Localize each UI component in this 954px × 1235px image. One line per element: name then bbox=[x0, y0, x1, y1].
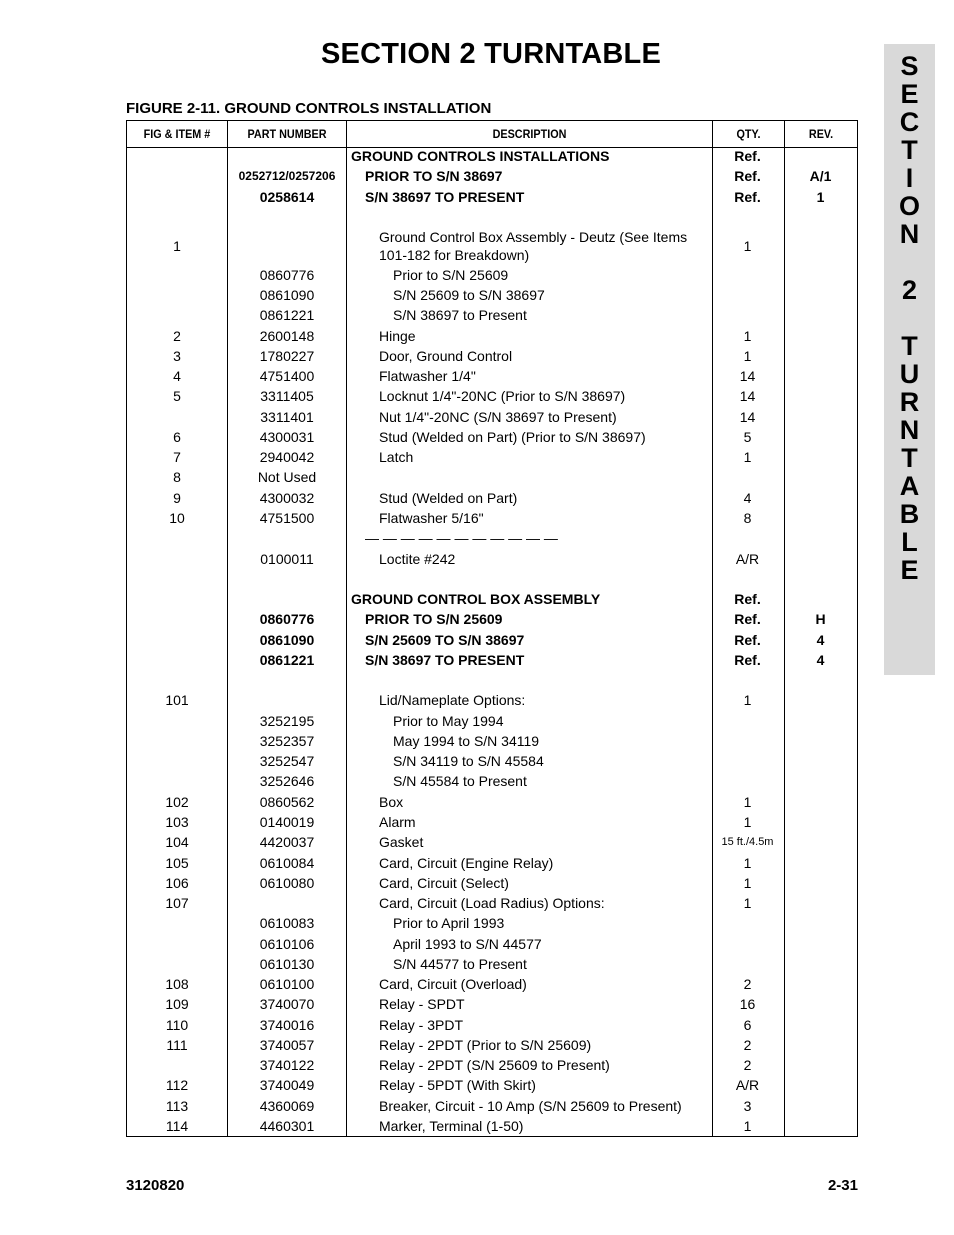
qty-cell: Ref. bbox=[734, 148, 761, 164]
qty-cell: 1 bbox=[743, 692, 752, 708]
description-cell bbox=[351, 752, 753, 770]
header-part-number: PART NUMBER bbox=[247, 127, 327, 141]
description-line: Card, Circuit (Select) bbox=[379, 875, 509, 891]
description-line: Marker, Terminal (1-50) bbox=[379, 1118, 524, 1134]
part-number-cell: 0861221 bbox=[259, 652, 315, 668]
part-number-cell: 0610084 bbox=[259, 855, 315, 871]
qty-cell: 1 bbox=[743, 238, 752, 254]
side-tab-letter: B bbox=[899, 499, 920, 529]
section-side-tab bbox=[884, 44, 935, 675]
description-cell bbox=[351, 1036, 739, 1054]
fig-item-cell: 10 bbox=[169, 510, 185, 526]
description-cell bbox=[351, 874, 739, 892]
description-cell bbox=[351, 854, 739, 872]
description-line: Loctite #242 bbox=[379, 551, 456, 567]
side-tab-letter: N bbox=[899, 219, 920, 249]
part-number-cell: 4460301 bbox=[259, 1118, 315, 1134]
description-cell bbox=[351, 712, 753, 730]
description-cell bbox=[351, 1016, 739, 1034]
part-number-cell: 0860776 bbox=[259, 267, 315, 283]
fig-item-cell: 103 bbox=[165, 814, 189, 830]
fig-item-cell: 109 bbox=[165, 996, 189, 1012]
parts-table bbox=[126, 120, 858, 1137]
part-number-cell: 3252646 bbox=[259, 773, 315, 789]
qty-cell: Ref. bbox=[734, 652, 761, 668]
description-cell bbox=[351, 793, 739, 811]
description-cell bbox=[351, 408, 739, 426]
part-number-cell: 4751400 bbox=[259, 368, 315, 384]
description-cell bbox=[351, 367, 739, 385]
description-line: GROUND CONTROLS INSTALLATIONS bbox=[351, 148, 610, 164]
description-line: Alarm bbox=[379, 814, 416, 830]
section-title: SECTION 2 TURNTABLE bbox=[321, 38, 661, 70]
header-description: DESCRIPTION bbox=[492, 127, 567, 141]
description-cell bbox=[351, 1097, 739, 1115]
qty-cell: 14 bbox=[739, 388, 756, 404]
part-number-cell: 0861221 bbox=[259, 307, 315, 323]
side-tab-letter: I bbox=[905, 163, 914, 193]
description-cell bbox=[351, 448, 739, 466]
fig-item-cell: 110 bbox=[165, 1017, 189, 1033]
description-cell bbox=[351, 590, 711, 608]
description-cell bbox=[351, 529, 725, 547]
description-line: Card, Circuit (Engine Relay) bbox=[379, 855, 554, 871]
description-line: Hinge bbox=[379, 328, 416, 344]
rev-cell: 1 bbox=[816, 189, 825, 205]
part-number-cell: 0610130 bbox=[259, 956, 315, 972]
fig-item-cell: 9 bbox=[173, 490, 181, 506]
description-cell bbox=[351, 387, 739, 405]
qty-cell: Ref. bbox=[734, 591, 761, 607]
fig-item-cell: 107 bbox=[165, 895, 189, 911]
description-cell bbox=[351, 631, 725, 649]
description-cell bbox=[351, 955, 753, 973]
description-cell bbox=[351, 732, 753, 750]
fig-item-cell: 3 bbox=[173, 348, 181, 364]
part-number-cell: 3740057 bbox=[259, 1037, 315, 1053]
qty-cell: Ref. bbox=[734, 168, 761, 184]
header-qty: QTY. bbox=[736, 127, 761, 141]
description-line: May 1994 to S/N 34119 bbox=[393, 733, 540, 749]
qty-cell: 1 bbox=[743, 449, 752, 465]
description-line: Stud (Welded on Part) bbox=[379, 490, 518, 506]
side-tab-letter: R bbox=[899, 387, 920, 417]
part-number-cell: 0610080 bbox=[259, 875, 315, 891]
side-tab-letter: T bbox=[901, 135, 918, 165]
rev-cell: 4 bbox=[816, 652, 825, 668]
description-cell bbox=[351, 691, 739, 709]
qty-cell: 2 bbox=[743, 1037, 752, 1053]
qty-cell: A/R bbox=[735, 1077, 760, 1093]
part-number-cell: 0258614 bbox=[259, 189, 315, 205]
qty-cell: 1 bbox=[743, 1118, 752, 1134]
description-cell bbox=[351, 266, 753, 284]
fig-item-cell: 114 bbox=[165, 1118, 189, 1134]
qty-cell: 1 bbox=[743, 895, 752, 911]
description-cell bbox=[351, 286, 753, 304]
description-cell bbox=[351, 550, 739, 568]
page-number: 2-31 bbox=[827, 1177, 858, 1194]
side-tab-letter: U bbox=[899, 359, 920, 389]
part-number-cell: 3311401 bbox=[260, 409, 314, 425]
part-number-cell: Not Used bbox=[257, 469, 317, 485]
description-line: S/N 38697 TO PRESENT bbox=[365, 652, 525, 668]
qty-cell: 3 bbox=[743, 1098, 752, 1114]
description-line: Box bbox=[379, 794, 404, 810]
fig-item-cell: 7 bbox=[173, 449, 181, 465]
qty-cell: Ref. bbox=[734, 189, 761, 205]
description-line: Prior to April 1993 bbox=[393, 915, 505, 931]
description-line: S/N 25609 to S/N 38697 bbox=[393, 287, 545, 303]
description-cell bbox=[351, 489, 739, 507]
description-cell bbox=[351, 509, 739, 527]
qty-cell: 1 bbox=[743, 814, 752, 830]
description-line: Card, Circuit (Overload) bbox=[379, 976, 527, 992]
description-cell bbox=[351, 188, 725, 206]
description-line: Flatwasher 5/16" bbox=[379, 510, 484, 526]
side-tab-letter: T bbox=[901, 443, 918, 473]
qty-cell: 1 bbox=[743, 855, 752, 871]
part-number-cell: 3252357 bbox=[259, 733, 315, 749]
part-number-cell: 4360069 bbox=[259, 1098, 315, 1114]
figure-title: FIGURE 2-11. GROUND CONTROLS INSTALLATION bbox=[126, 100, 492, 117]
qty-cell: Ref. bbox=[734, 611, 761, 627]
description-line: Relay - 3PDT bbox=[379, 1017, 464, 1033]
description-cell bbox=[351, 1076, 739, 1094]
part-number-cell: 3252195 bbox=[259, 713, 315, 729]
description-line: Breaker, Circuit - 10 Amp (S/N 25609 to Present) bbox=[379, 1098, 682, 1114]
fig-item-cell: 6 bbox=[173, 429, 181, 445]
part-number-cell: 3740122 bbox=[259, 1057, 315, 1073]
description-cell bbox=[351, 833, 739, 851]
description-cell bbox=[351, 772, 753, 790]
fig-item-cell: 105 bbox=[165, 855, 189, 871]
fig-item-cell: 113 bbox=[165, 1098, 189, 1114]
part-number-cell: 0140019 bbox=[259, 814, 315, 830]
part-number-cell: 1780227 bbox=[259, 348, 315, 364]
qty-cell: 14 bbox=[739, 409, 756, 425]
description-cell bbox=[351, 327, 739, 345]
description-line: PRIOR TO S/N 38697 bbox=[365, 168, 503, 184]
qty-cell: Ref. bbox=[734, 632, 761, 648]
qty-cell: 14 bbox=[739, 368, 756, 384]
part-number-cell: 0861090 bbox=[259, 632, 315, 648]
qty-cell: 4 bbox=[743, 490, 752, 506]
description-cell bbox=[351, 610, 725, 628]
part-number-cell: 0610083 bbox=[259, 915, 315, 931]
fig-item-cell: 106 bbox=[165, 875, 189, 891]
description-cell bbox=[351, 914, 753, 932]
description-line: S/N 38697 to Present bbox=[393, 307, 527, 323]
description-cell bbox=[351, 813, 739, 831]
description-cell bbox=[351, 147, 711, 165]
part-number-cell: 0100011 bbox=[260, 551, 314, 567]
side-tab-letter: T bbox=[901, 331, 918, 361]
description-line: S/N 38697 TO PRESENT bbox=[365, 189, 525, 205]
description-line: S/N 45584 to Present bbox=[393, 773, 527, 789]
qty-cell: 5 bbox=[743, 429, 752, 445]
description-line: PRIOR TO S/N 25609 bbox=[365, 611, 503, 627]
side-tab-letter: E bbox=[900, 555, 919, 585]
part-number-cell: 0610106 bbox=[259, 936, 315, 952]
qty-cell: 2 bbox=[743, 1057, 752, 1073]
side-tab-letter: A bbox=[899, 471, 920, 501]
description-line: Prior to May 1994 bbox=[393, 713, 504, 729]
description-line: Gasket bbox=[379, 834, 424, 850]
qty-cell: 16 bbox=[739, 996, 756, 1012]
description-line: 101-182 for Breakdown) bbox=[379, 247, 530, 263]
side-tab-letter: O bbox=[898, 191, 920, 221]
part-number-cell: 4300031 bbox=[259, 429, 315, 445]
fig-item-cell: 8 bbox=[173, 469, 181, 485]
description-cell bbox=[351, 347, 739, 365]
description-line: Locknut 1/4"-20NC (Prior to S/N 38697) bbox=[379, 388, 626, 404]
fig-item-cell: 5 bbox=[173, 388, 181, 404]
side-tab-letter: S bbox=[900, 51, 919, 81]
description-line: Relay - SPDT bbox=[379, 996, 465, 1012]
rev-cell: 4 bbox=[816, 632, 825, 648]
description-line: Stud (Welded on Part) (Prior to S/N 38697) bbox=[379, 429, 646, 445]
document-number: 3120820 bbox=[126, 1177, 185, 1194]
description-line: S/N 34119 to S/N 45584 bbox=[393, 753, 544, 769]
part-number-cell: 4300032 bbox=[259, 490, 315, 506]
header-fig-item: FIG & ITEM # bbox=[143, 127, 211, 141]
header-rev: REV. bbox=[808, 127, 834, 141]
qty-cell: 1 bbox=[743, 875, 752, 891]
side-tab-letter: 2 bbox=[901, 275, 918, 305]
side-tab-letter: C bbox=[899, 107, 920, 137]
part-number-cell: 4751500 bbox=[259, 510, 315, 526]
rev-cell: H bbox=[815, 611, 826, 627]
fig-item-cell: 2 bbox=[173, 328, 181, 344]
part-number-cell: 0861090 bbox=[259, 287, 315, 303]
description-cell bbox=[351, 975, 739, 993]
side-tab-letter: E bbox=[900, 79, 919, 109]
fig-item-cell: 4 bbox=[173, 368, 181, 384]
part-number-cell: 2940042 bbox=[259, 449, 315, 465]
description-line: Latch bbox=[379, 449, 414, 465]
qty-cell: 1 bbox=[743, 328, 752, 344]
fig-item-cell: 1 bbox=[173, 238, 181, 254]
description-line: Flatwasher 1/4" bbox=[379, 368, 476, 384]
description-cell bbox=[351, 935, 753, 953]
part-number-cell: 4420037 bbox=[259, 834, 315, 850]
part-number-cell: 0252712/0257206 bbox=[238, 169, 336, 183]
part-number-cell: 3311405 bbox=[260, 388, 314, 404]
description-cell bbox=[351, 1117, 739, 1135]
description-line: — — — — — — — — — — — bbox=[365, 530, 558, 546]
qty-cell: A/R bbox=[735, 551, 760, 567]
description-cell bbox=[351, 995, 739, 1013]
fig-item-cell: 108 bbox=[165, 976, 189, 992]
fig-item-cell: 102 bbox=[165, 794, 189, 810]
qty-cell: 1 bbox=[743, 794, 752, 810]
qty-cell: 8 bbox=[743, 510, 752, 526]
description-cell bbox=[351, 894, 739, 912]
part-number-cell: 0860776 bbox=[259, 611, 315, 627]
fig-item-cell: 104 bbox=[165, 834, 189, 850]
side-tab-letter: N bbox=[899, 415, 920, 445]
part-number-cell: 3740070 bbox=[259, 996, 315, 1012]
description-line: S/N 25609 TO S/N 38697 bbox=[365, 632, 525, 648]
part-number-cell: 0860562 bbox=[259, 794, 315, 810]
part-number-cell: 3740049 bbox=[259, 1077, 315, 1093]
description-line: Ground Control Box Assembly - Deutz (See Items bbox=[379, 229, 688, 245]
fig-item-cell: 111 bbox=[166, 1037, 188, 1053]
qty-cell: 6 bbox=[743, 1017, 752, 1033]
qty-cell: 2 bbox=[743, 976, 752, 992]
description-cell bbox=[351, 167, 725, 185]
description-line: Lid/Nameplate Options: bbox=[379, 692, 526, 708]
description-line: Relay - 2PDT (Prior to S/N 25609) bbox=[379, 1037, 592, 1053]
description-cell bbox=[351, 306, 753, 324]
description-cell bbox=[351, 651, 725, 669]
description-line: Prior to S/N 25609 bbox=[393, 267, 509, 283]
description-line: Relay - 5PDT (With Skirt) bbox=[379, 1077, 536, 1093]
qty-cell: 1 bbox=[743, 348, 752, 364]
description-line: Nut 1/4"-20NC (S/N 38697 to Present) bbox=[379, 409, 617, 425]
description-line: April 1993 to S/N 44577 bbox=[393, 936, 542, 952]
description-line: Relay - 2PDT (S/N 25609 to Present) bbox=[379, 1057, 610, 1073]
description-line: S/N 44577 to Present bbox=[393, 956, 527, 972]
description-line: Card, Circuit (Load Radius) Options: bbox=[379, 895, 605, 911]
part-number-cell: 3252547 bbox=[259, 753, 315, 769]
description-cell bbox=[351, 428, 739, 446]
part-number-cell: 2600148 bbox=[259, 328, 315, 344]
rev-cell: A/1 bbox=[809, 168, 832, 184]
description-cell bbox=[351, 228, 739, 264]
side-tab-letter: L bbox=[901, 527, 918, 557]
description-line: GROUND CONTROL BOX ASSEMBLY bbox=[351, 591, 601, 607]
fig-item-cell: 101 bbox=[165, 692, 189, 708]
description-line: Door, Ground Control bbox=[379, 348, 513, 364]
part-number-cell: 3740016 bbox=[259, 1017, 315, 1033]
part-number-cell: 0610100 bbox=[259, 976, 315, 992]
fig-item-cell: 112 bbox=[165, 1077, 189, 1093]
qty-cell: 15 ft./4.5m bbox=[721, 836, 774, 848]
description-cell bbox=[351, 1056, 739, 1074]
